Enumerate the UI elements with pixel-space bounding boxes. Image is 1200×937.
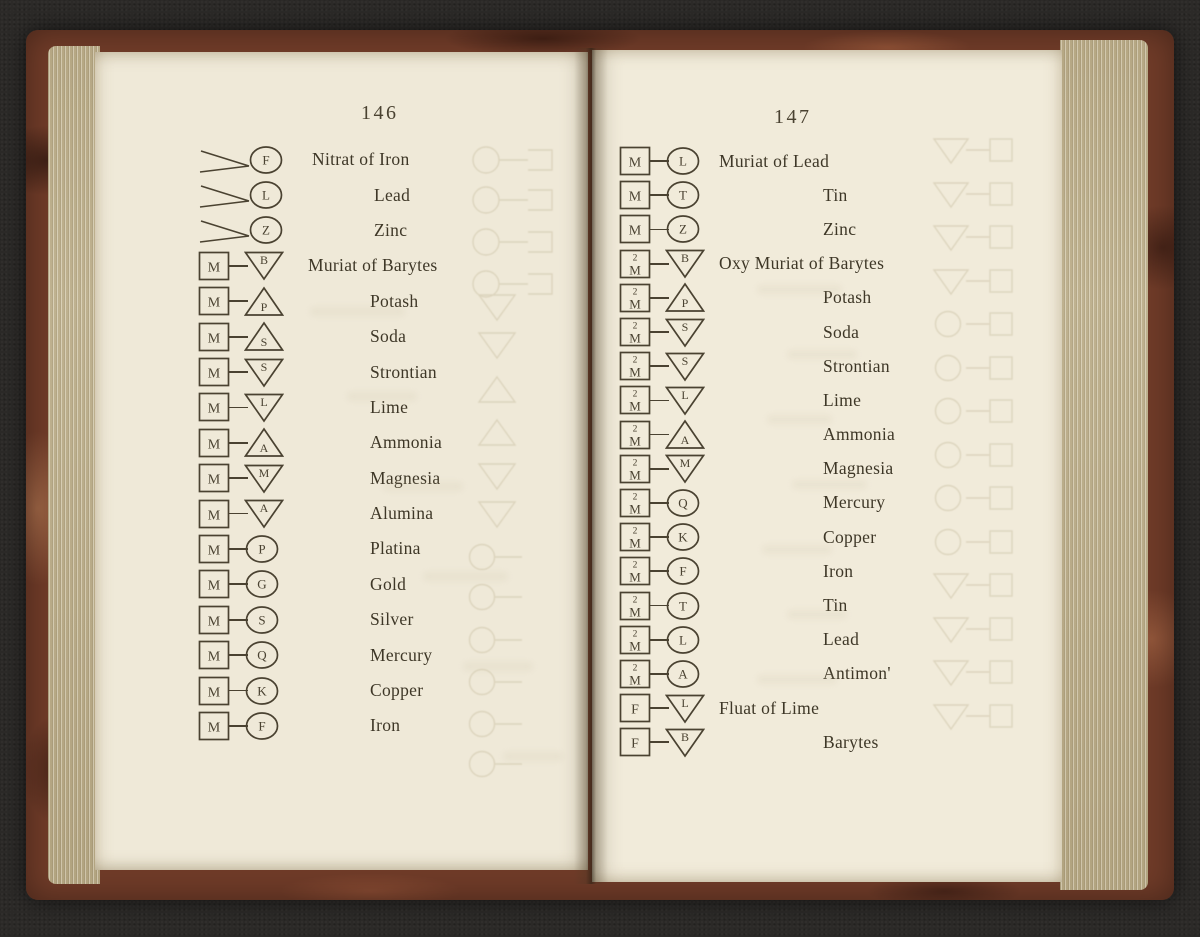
symbol-cluster <box>619 282 707 313</box>
compound-row <box>198 673 564 708</box>
symbol-cluster <box>198 215 290 245</box>
compound-row <box>198 142 564 177</box>
compound-label: Strontian <box>823 355 890 376</box>
svg-text:M: M <box>258 465 270 480</box>
svg-text:2: 2 <box>632 663 638 674</box>
circle-symbol <box>665 659 701 689</box>
svg-text:M: M <box>629 262 641 278</box>
symbol-cluster <box>619 419 707 450</box>
circle-symbol <box>665 625 701 655</box>
compound-row <box>198 425 564 460</box>
compound-label: Potash <box>370 290 419 311</box>
symbol-cluster <box>619 385 707 416</box>
page-number-146: 146 <box>361 102 399 124</box>
compound-row <box>198 390 564 425</box>
svg-text:P: P <box>258 541 266 557</box>
compound-label: Tin <box>823 595 848 616</box>
symbol-table-right <box>619 144 1046 759</box>
compound-row <box>619 554 1046 588</box>
symbol-cluster <box>198 711 286 741</box>
svg-text:L: L <box>262 187 270 203</box>
page-edges-left <box>48 46 100 884</box>
show-through-smudge <box>503 752 563 761</box>
compound-row <box>198 496 564 531</box>
compound-label: Magnesia <box>370 467 441 488</box>
square-symbol <box>198 711 230 741</box>
triangle-down-symbol <box>665 727 705 758</box>
svg-text:M: M <box>628 155 642 171</box>
svg-text:T: T <box>679 187 687 203</box>
svg-text:M: M <box>629 672 641 688</box>
svg-text:M: M <box>629 501 641 517</box>
circle-symbol <box>665 591 701 621</box>
svg-text:L: L <box>679 632 687 648</box>
svg-text:S: S <box>260 359 268 374</box>
svg-text:2: 2 <box>632 492 638 503</box>
symbol-cluster <box>198 498 286 529</box>
page-number-147: 147 <box>774 106 812 128</box>
square-symbol <box>619 180 651 210</box>
circle-symbol <box>244 711 280 741</box>
compound-row <box>619 178 1046 212</box>
compound-row <box>198 567 564 602</box>
square-symbol <box>619 420 651 450</box>
svg-text:2: 2 <box>632 355 638 366</box>
triangle-down-symbol <box>665 693 705 724</box>
svg-text:M: M <box>207 366 221 382</box>
compound-label: Iron <box>823 560 854 581</box>
svg-text:M: M <box>207 649 221 665</box>
svg-text:M: M <box>629 296 641 312</box>
compound-row <box>619 212 1046 246</box>
symbol-cluster <box>198 357 286 388</box>
triangle-up-symbol <box>244 286 284 317</box>
symbol-cluster <box>619 591 707 621</box>
compound-row <box>619 623 1046 657</box>
svg-text:2: 2 <box>632 526 638 537</box>
compound-label: Ammonia <box>823 424 896 445</box>
svg-text:B: B <box>680 729 690 744</box>
compound-label: Soda <box>823 321 860 342</box>
square-symbol <box>198 534 230 564</box>
square-symbol <box>619 146 651 176</box>
compound-label: Antimon' <box>823 663 891 684</box>
compound-label: Zinc <box>823 218 857 239</box>
compound-row <box>619 486 1046 520</box>
page-147 <box>592 50 1062 882</box>
svg-text:2: 2 <box>632 424 638 435</box>
compound-row <box>619 588 1046 622</box>
triangle-down-symbol <box>665 453 705 484</box>
svg-text:M: M <box>629 364 641 380</box>
triangle-up-symbol <box>244 427 284 458</box>
compound-label: Mercury <box>823 492 886 513</box>
compound-row <box>198 461 564 496</box>
compound-label: Barytes <box>823 731 879 752</box>
triangle-down-symbol <box>665 248 705 279</box>
square-symbol <box>619 454 651 484</box>
svg-text:M: M <box>207 472 221 488</box>
symbol-cluster <box>198 569 286 599</box>
page-146 <box>95 52 588 870</box>
compound-row <box>198 602 564 637</box>
svg-text:2: 2 <box>632 629 638 640</box>
svg-text:L: L <box>681 695 689 710</box>
svg-text:T: T <box>679 598 687 614</box>
symbol-cluster <box>619 625 707 655</box>
square-symbol <box>619 351 651 381</box>
show-through-shape <box>467 750 537 778</box>
square-symbol <box>198 322 230 352</box>
compound-row <box>619 315 1046 349</box>
compound-label: Muriat of Lead <box>719 150 830 171</box>
svg-text:2: 2 <box>632 595 638 606</box>
svg-text:M: M <box>629 433 641 449</box>
square-symbol <box>619 385 651 415</box>
svg-text:A: A <box>678 666 688 682</box>
circle-symbol <box>665 488 701 518</box>
symbol-cluster <box>619 522 707 552</box>
compound-row <box>619 144 1046 178</box>
svg-text:M: M <box>629 535 641 551</box>
square-symbol <box>619 214 651 244</box>
acid-angle-symbol <box>198 215 250 245</box>
circle-symbol <box>665 146 701 176</box>
compound-row <box>619 452 1046 486</box>
svg-text:S: S <box>681 319 689 334</box>
symbol-cluster <box>619 488 707 518</box>
compound-label: Soda <box>370 326 407 347</box>
square-symbol <box>198 676 230 706</box>
svg-text:M: M <box>629 604 641 620</box>
square-symbol <box>198 499 230 529</box>
compound-label: Copper <box>370 680 424 701</box>
triangle-down-symbol <box>244 392 284 423</box>
svg-text:L: L <box>679 153 687 169</box>
triangle-up-symbol <box>244 321 284 352</box>
svg-text:M: M <box>207 260 221 276</box>
symbol-cluster <box>198 676 286 706</box>
compound-row <box>198 213 564 248</box>
svg-text:A: A <box>259 441 269 456</box>
svg-text:M: M <box>629 330 641 346</box>
symbol-cluster <box>198 250 286 281</box>
svg-text:F: F <box>262 152 270 168</box>
compound-row <box>198 248 564 283</box>
square-symbol <box>198 286 230 316</box>
compound-label: Copper <box>823 526 877 547</box>
svg-text:M: M <box>679 456 691 471</box>
svg-text:M: M <box>207 295 221 311</box>
svg-text:M: M <box>207 437 221 453</box>
triangle-down-symbol <box>244 250 284 281</box>
compound-label: Potash <box>823 287 872 308</box>
acid-angle-symbol <box>198 145 250 175</box>
svg-text:M: M <box>207 508 221 524</box>
compound-label: Lime <box>823 389 862 410</box>
svg-text:K: K <box>678 529 688 545</box>
symbol-cluster <box>198 145 290 175</box>
svg-text:B: B <box>680 251 690 266</box>
compound-label: Oxy Muriat of Barytes <box>719 253 885 274</box>
svg-text:2: 2 <box>632 389 638 400</box>
circle-symbol <box>244 534 280 564</box>
compound-row <box>619 725 1046 759</box>
compound-label: Muriat of Barytes <box>308 255 438 276</box>
symbol-cluster <box>619 351 707 382</box>
compound-label: Silver <box>370 609 414 630</box>
compound-row <box>198 637 564 672</box>
symbol-cluster <box>198 640 286 670</box>
svg-text:F: F <box>258 718 266 734</box>
svg-text:Q: Q <box>257 647 267 663</box>
svg-text:P: P <box>681 296 689 311</box>
compound-row <box>619 383 1046 417</box>
triangle-up-symbol <box>665 419 705 450</box>
square-symbol <box>619 659 651 689</box>
svg-text:2: 2 <box>632 458 638 469</box>
svg-text:Q: Q <box>678 495 688 511</box>
square-symbol <box>619 283 651 313</box>
circle-symbol <box>244 605 280 635</box>
square-symbol <box>619 727 651 757</box>
compound-row <box>619 691 1046 725</box>
square-symbol <box>619 522 651 552</box>
svg-text:S: S <box>681 353 689 368</box>
symbol-cluster <box>619 453 707 484</box>
svg-text:M: M <box>628 189 642 205</box>
square-symbol <box>198 605 230 635</box>
svg-text:B: B <box>259 253 269 268</box>
symbol-cluster <box>619 248 707 279</box>
triangle-down-symbol <box>244 463 284 494</box>
svg-text:M: M <box>207 401 221 417</box>
compound-label: Alumina <box>370 503 434 524</box>
square-symbol <box>619 249 651 279</box>
symbol-table-left <box>198 142 564 744</box>
compound-row <box>619 281 1046 315</box>
square-symbol <box>619 488 651 518</box>
compound-row <box>198 531 564 566</box>
svg-text:L: L <box>260 394 268 409</box>
svg-text:M: M <box>207 331 221 347</box>
svg-text:L: L <box>681 387 689 402</box>
compound-label: Magnesia <box>823 458 894 479</box>
symbol-cluster <box>198 427 286 458</box>
circle-symbol <box>665 556 701 586</box>
compound-label: Fluat of Lime <box>719 697 820 718</box>
compound-row <box>619 349 1046 383</box>
svg-text:2: 2 <box>632 321 638 332</box>
compound-row <box>198 284 564 319</box>
square-symbol <box>198 428 230 458</box>
compound-label: Ammonia <box>370 432 443 453</box>
svg-text:M: M <box>207 720 221 736</box>
svg-text:K: K <box>257 683 267 699</box>
square-symbol <box>619 625 651 655</box>
circle-symbol <box>248 180 284 210</box>
svg-text:F: F <box>631 736 639 752</box>
compound-row <box>619 418 1046 452</box>
symbol-cluster <box>198 180 290 210</box>
symbol-cluster <box>198 463 286 494</box>
page-edges-right <box>1060 40 1148 890</box>
svg-text:M: M <box>207 578 221 594</box>
symbol-cluster <box>619 727 707 758</box>
svg-text:M: M <box>629 569 641 585</box>
compound-label: Lime <box>370 396 409 417</box>
svg-text:M: M <box>207 614 221 630</box>
symbol-cluster <box>198 534 286 564</box>
compound-row <box>619 520 1046 554</box>
svg-text:G: G <box>257 576 267 592</box>
symbol-cluster <box>619 214 707 244</box>
svg-text:A: A <box>680 433 690 448</box>
square-symbol <box>198 463 230 493</box>
symbol-cluster <box>619 317 707 348</box>
compound-label: Zinc <box>374 219 408 240</box>
circle-symbol <box>244 640 280 670</box>
compound-row <box>198 319 564 354</box>
square-symbol <box>619 317 651 347</box>
svg-text:F: F <box>631 702 639 718</box>
circle-symbol <box>665 214 701 244</box>
circle-symbol <box>244 569 280 599</box>
svg-text:S: S <box>260 335 268 350</box>
square-symbol <box>619 693 651 723</box>
triangle-down-symbol <box>665 317 705 348</box>
symbol-cluster <box>198 605 286 635</box>
svg-text:M: M <box>629 467 641 483</box>
square-symbol <box>198 392 230 422</box>
symbol-cluster <box>619 693 707 724</box>
svg-text:F: F <box>679 563 687 579</box>
compound-row <box>619 247 1046 281</box>
compound-label: Mercury <box>370 644 433 665</box>
square-symbol <box>198 357 230 387</box>
square-symbol <box>198 251 230 281</box>
circle-symbol <box>248 145 284 175</box>
compound-row <box>198 177 564 212</box>
triangle-up-symbol <box>665 282 705 313</box>
triangle-down-symbol <box>244 357 284 388</box>
svg-text:M: M <box>629 638 641 654</box>
compound-label: Iron <box>370 715 401 736</box>
svg-text:Z: Z <box>262 222 270 238</box>
square-symbol <box>198 569 230 599</box>
compound-label: Strontian <box>370 361 437 382</box>
triangle-down-symbol <box>665 385 705 416</box>
square-symbol <box>198 640 230 670</box>
circle-symbol <box>244 676 280 706</box>
svg-text:S: S <box>258 612 266 628</box>
svg-text:A: A <box>259 501 269 516</box>
circle-symbol <box>665 522 701 552</box>
square-symbol <box>619 556 651 586</box>
compound-label: Platina <box>370 538 421 559</box>
symbol-cluster <box>198 286 286 317</box>
triangle-down-symbol <box>244 498 284 529</box>
svg-text:M: M <box>629 398 641 414</box>
triangle-down-symbol <box>665 351 705 382</box>
svg-text:M: M <box>628 223 642 239</box>
circle-symbol <box>665 180 701 210</box>
symbol-cluster <box>198 392 286 423</box>
compound-label: Gold <box>370 573 407 594</box>
svg-text:2: 2 <box>632 253 638 264</box>
compound-row <box>198 354 564 389</box>
acid-angle-symbol <box>198 180 250 210</box>
symbol-cluster <box>619 180 707 210</box>
compound-row <box>198 708 564 743</box>
compound-label: Tin <box>823 184 848 205</box>
symbol-cluster <box>619 146 707 176</box>
svg-text:M: M <box>207 685 221 701</box>
compound-label: Nitrat of Iron <box>312 149 410 170</box>
compound-label: Lead <box>823 629 860 650</box>
svg-text:P: P <box>260 299 268 314</box>
square-symbol <box>619 591 651 621</box>
compound-row <box>619 657 1046 691</box>
compound-label: Lead <box>374 184 411 205</box>
symbol-cluster <box>198 321 286 352</box>
svg-text:M: M <box>207 543 221 559</box>
circle-symbol <box>248 215 284 245</box>
svg-text:Z: Z <box>679 221 687 237</box>
svg-text:2: 2 <box>632 287 638 298</box>
symbol-cluster <box>619 659 707 689</box>
svg-text:2: 2 <box>632 560 638 571</box>
symbol-cluster <box>619 556 707 586</box>
